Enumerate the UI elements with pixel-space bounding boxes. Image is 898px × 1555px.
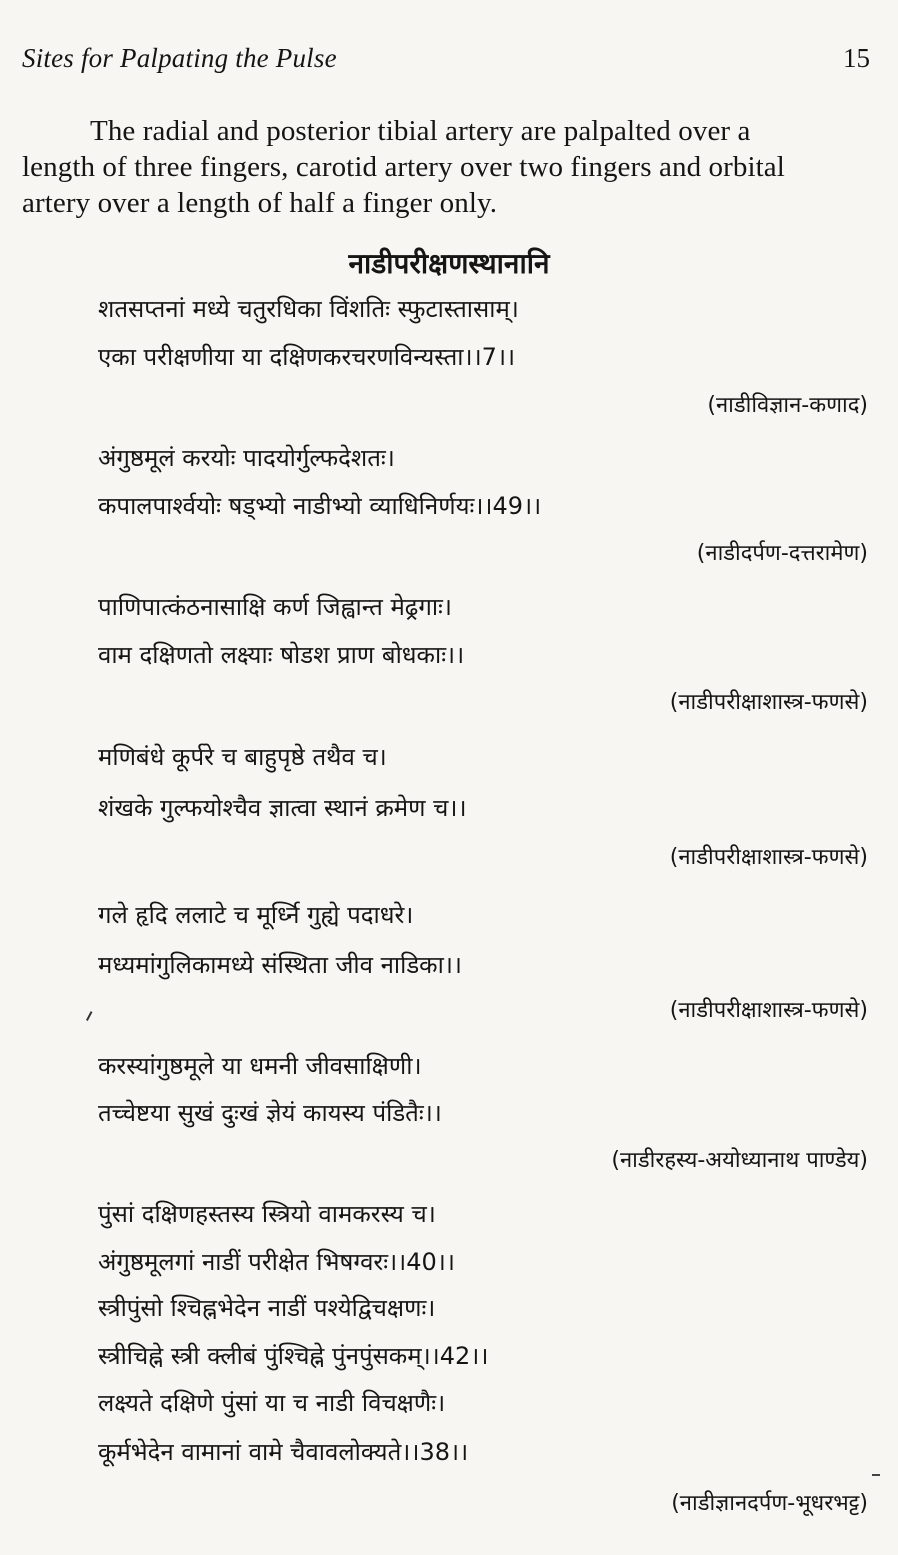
verse-4-line-2: शंखके गुल्फयोश्चैव ज्ञात्वा स्थानं क्रमेण च।। [98, 794, 467, 822]
margin-mark [86, 1011, 96, 1023]
verse-2-line-2: कपालपार्श्वयोः षड्भ्यो नाडीभ्यो व्याधिनिर्णयः।।49।। [98, 492, 542, 520]
verse-1-source: (नाडीविज्ञान-कणाद) [707, 393, 868, 418]
verse-7-line-1: पुंसां दक्षिणहस्तस्य स्त्रियो वामकरस्य च। [98, 1200, 436, 1228]
verse-5-line-2: मध्यमांगुलिकामध्ये संस्थिता जीव नाडिका।। [98, 951, 463, 979]
verse-7-line-4: स्त्रीचिह्ने स्त्री क्लीबं पुंश्चिह्ने पुंनपुंसकम्।।42।। [98, 1342, 489, 1370]
page-number: 15 [843, 43, 870, 73]
verse-7-line-2: अंगुष्ठमूलगां नाडीं परीक्षेत भिषग्वरः।।40।। [98, 1248, 456, 1276]
verse-4-line-1: मणिबंधे कूर्परे च बाहुपृष्ठे तथैव च। [98, 743, 387, 771]
verse-3-line-2: वाम दक्षिणतो लक्ष्याः षोडश प्राण बोधकाः।। [98, 641, 465, 669]
verse-7-line-3: स्त्रीपुंसो श्चिह्नभेदेन नाडीं पश्येद्विचक्षणः। [98, 1294, 436, 1322]
verse-1-line-1: शतसप्तनां मध्ये चतुरधिका विंशतिः स्फुटास्तासाम्। [98, 295, 519, 323]
verse-7-line-5: लक्ष्यते दक्षिणे पुंसां या च नाडी विचक्षणैः। [98, 1389, 446, 1417]
verse-7-source: (नाडीज्ञानदर्पण-भूधरभट्ट) [671, 1491, 868, 1516]
running-head: Sites for Palpating the Pulse [22, 43, 337, 73]
verse-5-source: (नाडीपरीक्षाशास्त्र-फणसे) [669, 998, 868, 1023]
margin-dash [872, 1474, 880, 1476]
verse-7-line-6: कूर्मभेदेन वामानां वामे चैवावलोक्यते।।38।। [98, 1438, 469, 1466]
verse-3-line-1: पाणिपात्कंठनासाक्षि कर्ण जिह्वान्त मेढ्रगाः। [98, 593, 452, 621]
section-heading: नाडीपरीक्षणस्थानानि [348, 247, 550, 280]
verse-2-line-1: अंगुष्ठमूलं करयोः पादयोर्गुल्फदेशतः। [98, 444, 395, 472]
verse-6-source: (नाडीरहस्य-अयोध्यानाथ पाण्डेय) [611, 1148, 868, 1173]
verse-3-source: (नाडीपरीक्षाशास्त्र-फणसे) [669, 690, 868, 715]
intro-paragraph: The radial and posterior tibial artery are palpalted over a length of three fingers, carotid artery over two fingers and orbital artery over a length of half a finger only. [22, 115, 785, 219]
verse-6-line-1: करस्यांगुष्ठमूले या धमनी जीवसाक्षिणी। [98, 1052, 422, 1080]
verse-5-line-1: गले हृदि ललाटे च मूर्ध्नि गुह्ये पदाधरे। [98, 901, 414, 929]
verse-6-line-2: तच्चेष्टया सुखं दुःखं ज्ञेयं कायस्य पंडितैः।। [98, 1099, 442, 1127]
verse-4-source: (नाडीपरीक्षाशास्त्र-फणसे) [669, 845, 868, 870]
verse-2-source: (नाडीदर्पण-दत्तरामेण) [696, 541, 868, 566]
verse-1-line-2: एका परीक्षणीया या दक्षिणकरचरणविन्यस्ता।।7।। [98, 343, 516, 371]
